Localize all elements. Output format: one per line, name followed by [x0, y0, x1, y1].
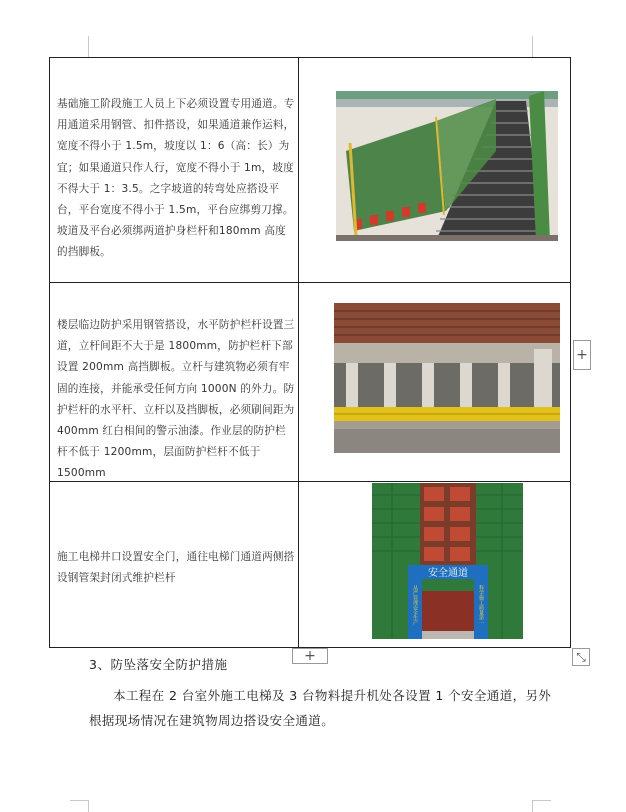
table-cell-photo[interactable] [299, 58, 570, 282]
walkway-photo [336, 91, 558, 241]
table-cell-description[interactable] [50, 58, 299, 282]
table-row [50, 482, 570, 647]
elevator-passage-description: 施工电梯井口设置安全门，通往电梯门通道两侧搭设钢管架封闭式维护栏杆 [57, 551, 295, 585]
safety-slogan-right: 科学施工质量第一 [478, 585, 484, 625]
safety-passage-banner: 安全通道 [428, 568, 468, 579]
crop-mark [532, 800, 551, 801]
paragraph-line: 本工程在 2 台室外施工电梯及 3 台物料提升机处各设置 1 个安全通道，另外 [113, 688, 552, 703]
crop-mark [532, 800, 533, 812]
add-row-button[interactable]: + [292, 648, 328, 664]
table-row [50, 283, 570, 482]
crop-mark [88, 36, 89, 57]
add-column-button[interactable]: + [573, 340, 591, 370]
crop-mark [88, 800, 89, 812]
edge-protection-photo [334, 303, 560, 453]
walkway-description: 基础施工阶段施工人员上下必须设置专用通道。专用通道采用钢管、扣件搭设，如果通道兼作运料，宽度不得小于 1.5m，坡度以 1：6（高：长）为宜；如果通道只作人行，宽度不得小于 1m，坡度不得大于 1：3.5。之字坡道的转弯处应搭设平台，平台宽度不得小于 1.5m，平台应绑剪刀撑。坡道及平台必须绑两道护身栏杆和180mm 高度的挡脚板。 [57, 98, 295, 259]
crop-mark [532, 36, 533, 57]
table-cell-photo[interactable] [299, 482, 570, 647]
crop-mark [70, 800, 89, 801]
table-resize-handle[interactable]: ⤡ [572, 648, 590, 666]
table-cell-description[interactable] [50, 283, 299, 481]
table-row [50, 58, 570, 283]
table-cell-photo[interactable] [299, 283, 570, 481]
section-heading: 3、防坠落安全防护措施 [89, 657, 228, 672]
paragraph-line: 根据现场情况在建筑物周边搭设安全通道。 [89, 713, 335, 728]
table-cell-description[interactable] [50, 482, 299, 647]
edge-protection-description: 楼层临边防护采用钢管搭设，水平防护栏杆设置三道，立杆间距不大于是 1800mm，防护栏杆下部设置 200mm 高挡脚板。立杆与建筑物必须有牢固的连接，并能承受任何方向 1000N 的外力。防护栏杆的水平杆、立杆以及挡脚板，必须刷间距为 400mm 红白相间的警示油漆。作业层的防护栏杆不低于 1200mm，层面防护栏杆不低于 1500mm [57, 319, 295, 480]
safety-slogan-left: 从严管理安全生产 [412, 585, 418, 625]
safety-measures-table[interactable] [49, 57, 571, 648]
elevator-passage-photo [372, 483, 523, 639]
